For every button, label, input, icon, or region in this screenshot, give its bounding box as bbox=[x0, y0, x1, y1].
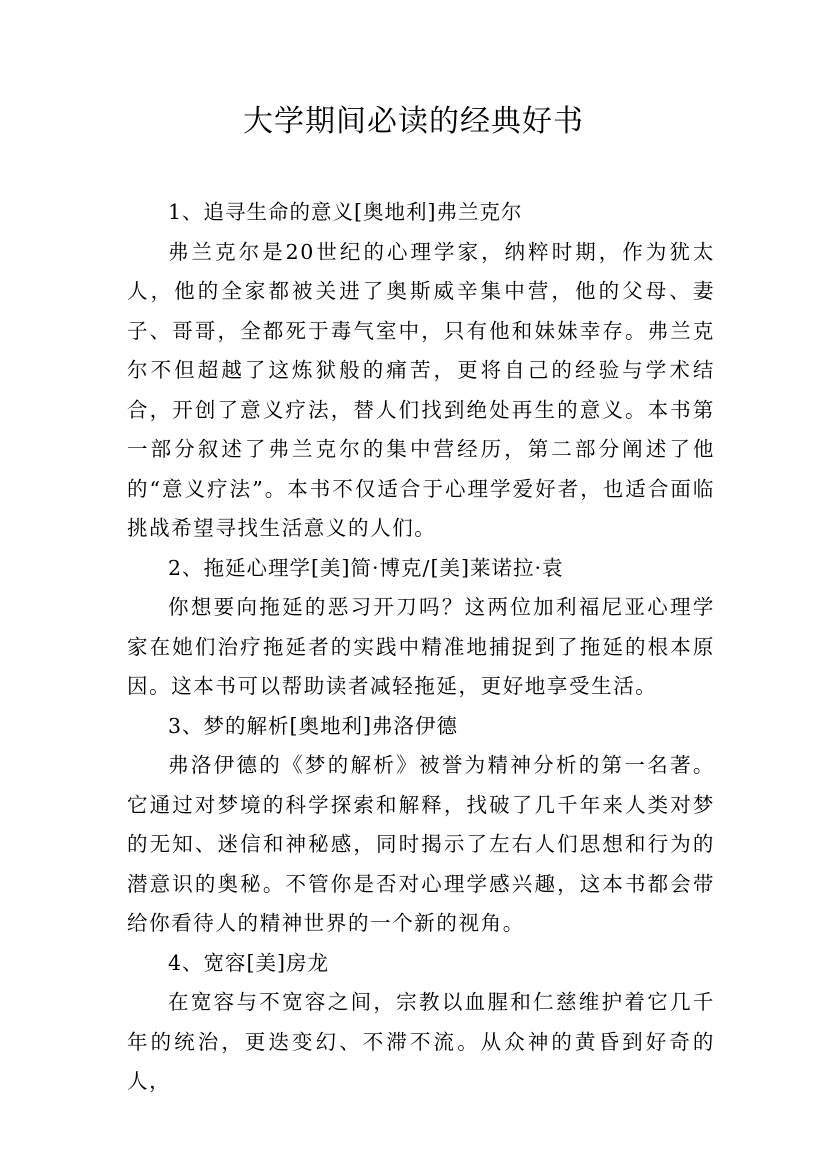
section-paragraph-2: 你想要向拖延的恶习开刀吗？这两位加利福尼亚心理学家在她们治疗拖延者的实践中精准地捕捉到了拖延的根本原因。这本书可以帮助读者减轻拖延，更好地享受生活。 bbox=[127, 595, 715, 698]
section-heading-4: 4、宽容[美]房龙 bbox=[168, 950, 330, 975]
document-title: 大学期间必读的经典好书 bbox=[243, 104, 584, 139]
document-body bbox=[127, 193, 715, 1102]
section-heading-2: 2、拖延心理学[美]简·博克/[美]莱诺拉·袁 bbox=[168, 555, 564, 580]
section-paragraph-1: 弗兰克尔是20世纪的心理学家，纳粹时期，作为犹太人，他的全家都被关进了奥斯威辛集中营，他的父母、妻子、哥哥，全都死于毒气室中，只有他和妹妹幸存。弗兰克尔不但超越了这炼狱般的痛苦，更将自己的经验与学术结合，开创了意义疗法，替人们找到绝处再生的意义。本书第一部分叙述了弗兰克尔的集中营经历，第二部分阐述了他的“意义疗法”。本书不仅适合于心理学爱好者，也适合面临挑战希望寻找生活意义的人们。 bbox=[127, 239, 715, 540]
section-heading-1: 1、追寻生命的意义[奥地利]弗兰克尔 bbox=[168, 200, 523, 224]
section-paragraph-3: 弗洛伊德的《梦的解析》被誉为精神分析的第一名著。它通过对梦境的科学探索和解释，找破了几千年来人类对梦的无知、迷信和神秘感，同时揭示了左右人们思想和行为的潜意识的奥秘。不管你是否对心理学感兴趣，这本书都会带给你看待人的精神世界的一个新的视角。 bbox=[127, 753, 715, 935]
section-heading-3: 3、梦的解析[奥地利]弗洛伊德 bbox=[168, 713, 459, 738]
section-paragraph-4: 在宽容与不宽容之间，宗教以血腥和仁慈维护着它几千年的统治，更迭变幻、不滞不流。从众神的黄昏到好奇的人， bbox=[127, 990, 715, 1093]
